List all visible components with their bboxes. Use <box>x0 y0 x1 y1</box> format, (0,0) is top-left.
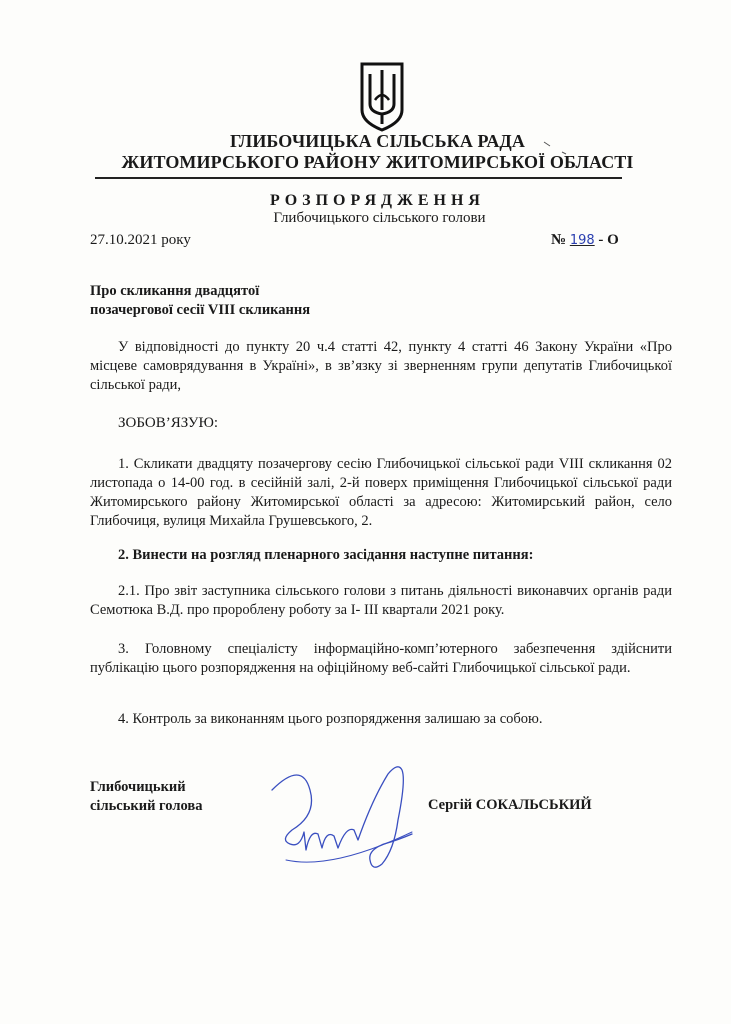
number-prefix: № <box>551 232 567 248</box>
item-2-1-text: 2.1. Про звіт заступника сільського голови з питань діяльності виконавчих органів ради Семотюка В.Д. про пророблену роботу за I- III квартали 2021 року. <box>90 583 672 618</box>
item-3-paragraph <box>90 640 672 678</box>
item-4-paragraph <box>90 710 672 729</box>
handwritten-signature <box>262 760 422 900</box>
org-name-line1: ГЛИБОЧИЦЬКА СІЛЬСЬКА РАДА <box>229 131 526 151</box>
oblige-heading: ЗОБОВ’ЯЗУЮ: <box>118 415 219 431</box>
subject-line2: позачергової сесії VIII скликання <box>90 302 311 318</box>
document-number <box>551 232 619 249</box>
item-1-paragraph <box>90 455 672 531</box>
item-4-text: 4. Контроль за виконанням цього розпорядження залишаю за собою. <box>118 711 543 727</box>
org-name-line2: ЖИТОМИРСЬКОГО РАЙОНУ ЖИТОМИРСЬКОЇ ОБЛАСТІ <box>121 152 634 172</box>
number-suffix: - О <box>598 232 619 248</box>
subject-line1: Про скликання двадцятої <box>90 283 260 299</box>
document-subject <box>90 282 310 320</box>
number-handwritten: 198 <box>569 233 595 248</box>
signer-title-line1: Глибочицький <box>90 779 186 795</box>
item-2-paragraph <box>90 546 672 565</box>
item-3-text: 3. Головному спеціалісту інформаційно-комп’ютерного забезпечення здійснити публікацію цього розпорядження на офіційному веб-сайті Глибочицької сільської ради. <box>90 641 672 676</box>
item-1-text: 1. Скликати двадцяту позачергову сесію Глибочицької сільської ради VIII скликання 02 листопада о 14-00 год. в сесійній залі, 2-й поверх приміщення Глибочицької сільської ради Житомирського району Житомирської області за адресою: Житомирський район, село Глибочиця, вулиця Михайла Грушевського, 2. <box>90 456 672 529</box>
header-divider <box>95 177 622 179</box>
signer-title-line2: сільський голова <box>90 798 203 814</box>
item-2-1-paragraph <box>90 582 672 620</box>
document-date: 27.10.2021 року <box>90 232 191 248</box>
intro-paragraph <box>90 338 672 395</box>
document-title: РОЗПОРЯДЖЕННЯ <box>270 192 485 209</box>
document-subtitle: Глибочицького сільського голови <box>273 210 486 226</box>
signer-name: Сергій СОКАЛЬСЬКИЙ <box>428 797 592 813</box>
signer-title <box>90 778 202 816</box>
trident-emblem-icon <box>358 60 406 132</box>
item-2-text: 2. Винести на розгляд пленарного засідання наступне питання: <box>118 547 534 563</box>
intro-text: У відповідності до пункту 20 ч.4 статті 42, пункту 4 статті 46 Закону України «Про місцеве самоврядування в Україні», в зв’язку зі зверненням групи депутатів Глибочицької сільської ради, <box>90 339 672 393</box>
